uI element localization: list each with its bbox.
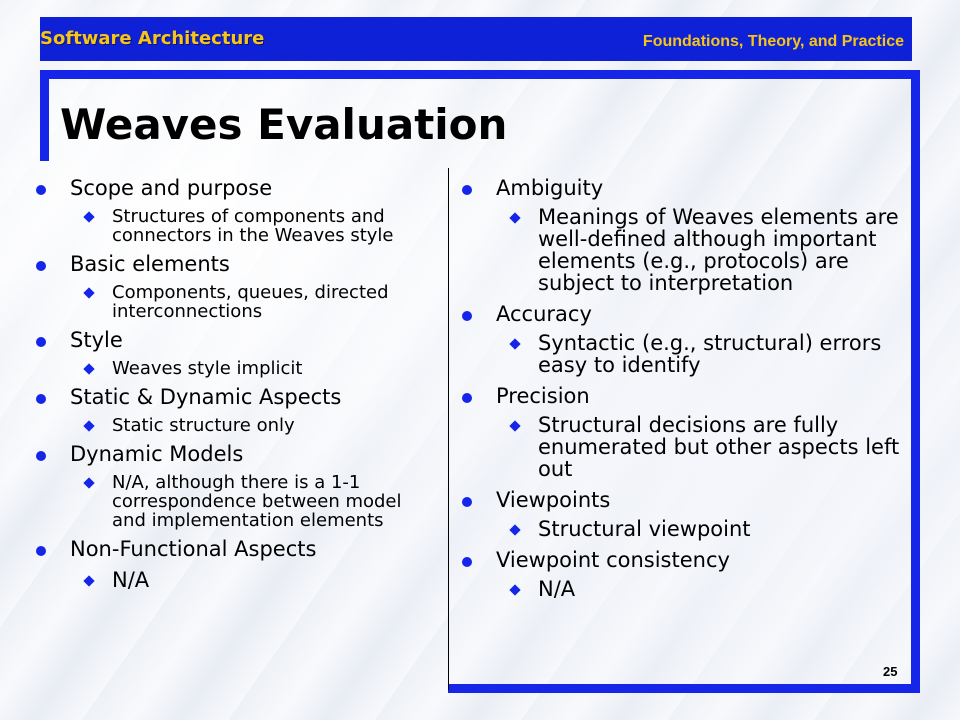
bullet-label: Ambiguity <box>496 176 604 200</box>
diamond-bullet-icon <box>509 584 520 595</box>
frame-top-border <box>40 70 920 79</box>
column-divider <box>448 168 449 690</box>
bullet-style <box>36 328 441 378</box>
bullet-ambiguity <box>462 176 920 294</box>
sub-bullet-text: N/A <box>112 568 150 592</box>
bullet-dot-icon <box>36 394 46 404</box>
bullet-dot-icon <box>36 451 46 461</box>
bullet-label: Viewpoint consistency <box>496 548 730 572</box>
bullet-dot-icon <box>36 337 46 347</box>
bullet-label: Accuracy <box>496 302 592 326</box>
course-title: Software Architecture <box>40 28 265 49</box>
sub-bullet <box>70 473 441 530</box>
bullet-dot-icon <box>462 311 472 321</box>
bullet-label: Static & Dynamic Aspects <box>70 385 342 409</box>
frame-left-border <box>40 70 49 161</box>
bullet-dot-icon <box>462 557 472 567</box>
sub-bullet <box>70 416 441 435</box>
page-number: 25 <box>883 664 898 679</box>
sub-bullet-text: Meanings of Weaves elements are well-defined although important elements (e.g., protocols) are subject to interpretation <box>538 205 899 295</box>
sub-bullet-text: Syntactic (e.g., structural) errors easy to identify <box>538 331 882 377</box>
sub-bullet <box>70 207 441 245</box>
bullet-dot-icon <box>36 261 46 271</box>
bullet-precision <box>462 384 920 480</box>
sub-bullet <box>70 283 441 321</box>
diamond-bullet-icon <box>509 212 520 223</box>
diamond-bullet-icon <box>83 287 94 298</box>
left-column <box>36 176 441 599</box>
bullet-label: Scope and purpose <box>70 176 273 200</box>
bullet-scope-and-purpose <box>36 176 441 245</box>
diamond-bullet-icon <box>83 575 94 586</box>
sub-bullet <box>70 359 441 378</box>
bullet-non-functional-aspects <box>36 537 441 592</box>
bullet-dot-icon <box>462 497 472 507</box>
diamond-bullet-icon <box>83 420 94 431</box>
sub-bullet-text: Structural decisions are fully enumerated but other aspects left out <box>538 413 900 481</box>
bullet-dot-icon <box>462 185 472 195</box>
sub-bullet-text: Static structure only <box>112 415 295 436</box>
diamond-bullet-icon <box>509 524 520 535</box>
frame-bottom-border <box>448 684 920 693</box>
bullet-viewpoint-consistency <box>462 548 920 600</box>
bullet-dot-icon <box>36 546 46 556</box>
book-subtitle: Foundations, Theory, and Practice <box>642 33 904 50</box>
right-column <box>462 176 920 608</box>
sub-bullet-text: Structural viewpoint <box>538 517 751 541</box>
diamond-bullet-icon <box>509 420 520 431</box>
sub-bullet <box>496 332 920 376</box>
diamond-bullet-icon <box>509 338 520 349</box>
bullet-dynamic-models <box>36 442 441 530</box>
bullet-basic-elements <box>36 252 441 321</box>
sub-bullet <box>496 578 920 600</box>
diamond-bullet-icon <box>83 211 94 222</box>
sub-bullet-text: Structures of components and connectors in the Weaves style <box>112 206 394 246</box>
bullet-label: Style <box>70 328 123 352</box>
sub-bullet-text: Weaves style implicit <box>112 358 303 379</box>
sub-bullet-text: N/A, although there is a 1-1 correspondence between model and implementation elements <box>112 472 402 531</box>
bullet-label: Viewpoints <box>496 488 611 512</box>
sub-bullet <box>496 414 920 480</box>
slide-title: Weaves Evaluation <box>60 100 508 149</box>
bullet-label: Basic elements <box>70 252 230 276</box>
sub-bullet-text: N/A <box>538 577 576 601</box>
bullet-dot-icon <box>462 393 472 403</box>
bullet-accuracy <box>462 302 920 376</box>
bullet-viewpoints <box>462 488 920 540</box>
diamond-bullet-icon <box>83 477 94 488</box>
sub-bullet <box>496 518 920 540</box>
diamond-bullet-icon <box>83 363 94 374</box>
sub-bullet-text: Components, queues, directed interconnections <box>112 282 389 322</box>
bullet-dot-icon <box>36 185 46 195</box>
bullet-label: Non-Functional Aspects <box>70 537 317 561</box>
sub-bullet <box>70 568 441 592</box>
sub-bullet <box>496 206 920 294</box>
bullet-label: Precision <box>496 384 590 408</box>
bullet-static-dynamic-aspects <box>36 385 441 435</box>
bullet-label: Dynamic Models <box>70 442 244 466</box>
